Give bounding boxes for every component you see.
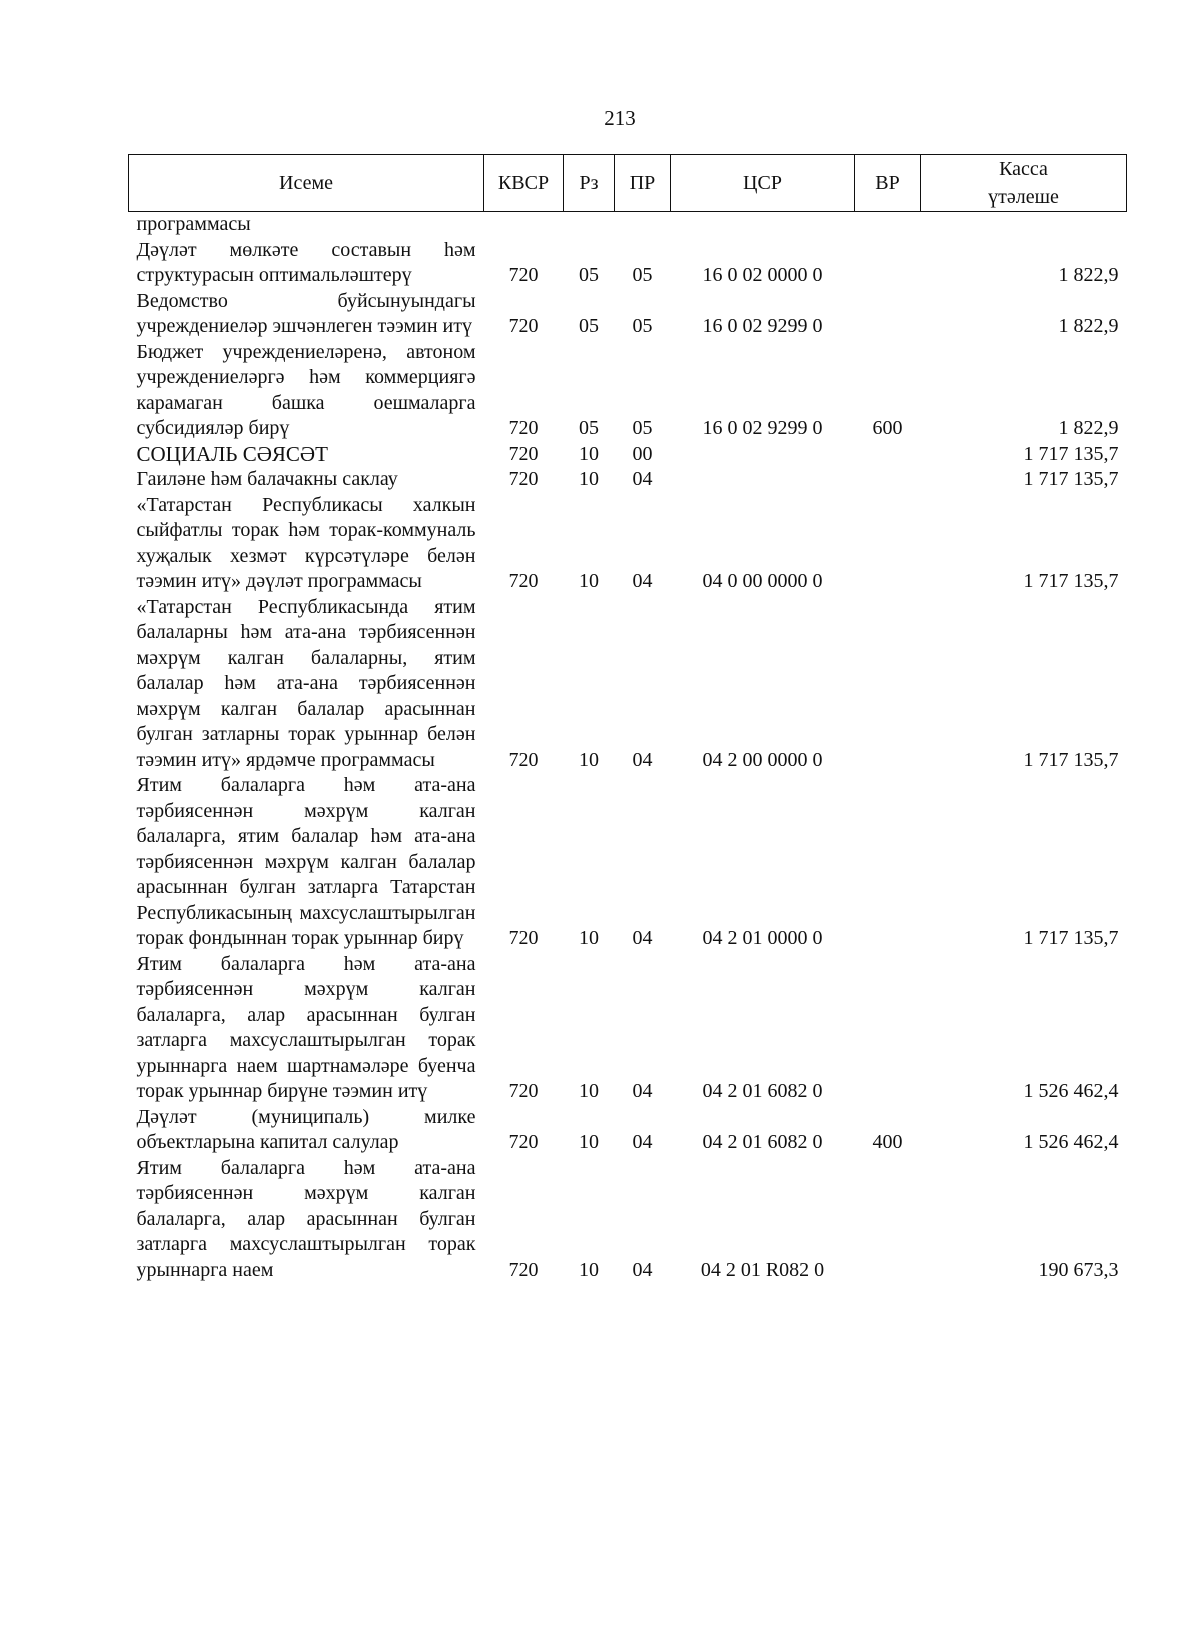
row-kvsr: 720 (508, 264, 539, 286)
table-row (129, 340, 1127, 442)
row-rz: 05 (579, 315, 599, 337)
row-rz: 05 (579, 417, 599, 439)
row-name: Дәүләт (муниципаль) милке объектларына капитал салулар (136, 1105, 476, 1153)
table-row (129, 1105, 1127, 1156)
row-csr (671, 442, 855, 468)
header-amount-line2: үтәлеше (988, 186, 1059, 208)
row-amount: 1 717 135,7 (1023, 927, 1119, 949)
row-name: Ятим балаларга һәм ата-ана тәрбиясеннән мәхрүм калган балаларга, алар арасыннан булган затларга махсуслаштырылган торак урыннарга наем шартнамәләре буенча торак урыннар бирүне тәэмин итү (136, 952, 476, 1102)
row-csr (671, 212, 855, 238)
row-name: Дәүләт мөлкәте составын һәм структурасын оптимальләштерү (136, 238, 476, 286)
row-vr (855, 289, 921, 340)
row-pr: 04 (632, 1131, 653, 1153)
row-rz: 10 (579, 442, 599, 465)
row-rz: 10 (579, 748, 599, 771)
table-row (129, 595, 1127, 774)
table-row (129, 773, 1127, 952)
row-kvsr (484, 212, 564, 238)
table-row (129, 442, 1127, 468)
row-kvsr: 720 (508, 1258, 539, 1281)
row-vr (855, 773, 921, 952)
row-name: Ятим балаларга һәм ата-ана тәрбиясеннән мәхрүм калган балаларга, ятим балалар һәм ата-ана тәрбиясеннән мәхрүм калган балалар арасыннан булган затларга Татарстан Республикасының махсуслаштырылган торак фондыннан торак урыннар бирү (136, 774, 476, 949)
row-vr (855, 442, 921, 468)
row-rz: 10 (579, 468, 599, 490)
row-amount (921, 212, 1127, 238)
row-rz: 05 (579, 264, 599, 286)
row-csr: 16 0 02 9299 0 (702, 315, 823, 337)
row-name: Ятим балаларга һәм ата-ана тәрбиясеннән мәхрүм калган балаларга, алар арасыннан булган затларга махсуслаштырылган торак урыннарга наем (136, 1156, 476, 1281)
row-vr (855, 212, 921, 238)
table-row (129, 493, 1127, 595)
row-name: программасы (136, 213, 251, 235)
row-pr: 04 (632, 570, 653, 592)
row-rz: 10 (579, 1080, 599, 1102)
row-kvsr: 720 (508, 468, 539, 490)
row-csr: 04 2 01 6082 0 (702, 1080, 823, 1102)
row-name: Ведомство буйсынуындагы учреждениеләр эшчәнлеген тәэмин итү (136, 289, 476, 337)
header-rz: Рз (564, 155, 615, 212)
row-vr (855, 1156, 921, 1284)
table-row (129, 952, 1127, 1105)
budget-table (128, 154, 1127, 1283)
row-rz: 10 (579, 927, 599, 949)
row-amount: 1 822,9 (1058, 315, 1119, 337)
row-pr: 04 (632, 468, 653, 490)
row-pr: 05 (632, 264, 653, 286)
row-amount: 1 717 135,7 (1023, 748, 1119, 771)
row-vr: 400 (872, 1131, 903, 1153)
table-row (129, 212, 1127, 238)
header-pr: ПР (615, 155, 671, 212)
row-name: «Татарстан Республикасында ятим балаларны һәм ата-ана тәрбиясеннән мәхрүм калган балаларны, ятим балалар һәм ата-ана тәрбиясеннән мәхрүм калган балалар арасыннан булган затларны торак урыннар белән тәэмин итү» ярдәмче программасы (136, 595, 476, 771)
header-kvsr: КВСР (484, 155, 564, 212)
header-name: Исеме (129, 155, 484, 212)
row-csr: 04 0 00 0000 0 (702, 570, 823, 592)
row-csr: 04 2 00 0000 0 (702, 748, 823, 771)
row-pr: 04 (632, 1258, 653, 1281)
row-kvsr: 720 (508, 442, 539, 465)
row-name: Бюджет учреждениеләренә, автоном учреждениеләргә һәм коммерциягә карамаган башка оешмаларга субсидияләр бирү (136, 340, 476, 439)
row-amount: 1 717 135,7 (1023, 570, 1119, 592)
row-amount: 1 717 135,7 (1023, 468, 1119, 490)
row-pr: 04 (632, 1080, 653, 1102)
row-vr (855, 595, 921, 774)
row-amount: 190 673,3 (1038, 1258, 1119, 1281)
header-vr: ВР (855, 155, 921, 212)
row-kvsr: 720 (508, 1080, 539, 1102)
row-vr (855, 238, 921, 289)
row-name: СОЦИАЛЬ СӘЯСӘТ (136, 441, 328, 466)
row-amount: 1 822,9 (1058, 264, 1119, 286)
row-pr: 00 (632, 442, 653, 465)
row-amount: 1 526 462,4 (1023, 1080, 1119, 1102)
row-amount: 1 717 135,7 (1023, 442, 1119, 465)
row-csr: 04 2 01 R082 0 (700, 1258, 825, 1281)
row-csr: 16 0 02 9299 0 (702, 417, 823, 439)
row-pr: 04 (632, 927, 653, 949)
row-rz: 10 (579, 570, 599, 592)
row-amount: 1 822,9 (1058, 417, 1119, 439)
table-header (129, 155, 1127, 212)
row-vr: 600 (872, 417, 903, 439)
row-rz: 10 (579, 1258, 599, 1281)
row-pr: 04 (632, 748, 653, 771)
page-number: 213 (604, 106, 636, 130)
row-kvsr: 720 (508, 417, 539, 439)
row-csr: 04 2 01 6082 0 (702, 1131, 823, 1153)
row-vr (855, 467, 921, 493)
row-amount: 1 526 462,4 (1023, 1131, 1119, 1153)
row-kvsr: 720 (508, 927, 539, 949)
row-pr (615, 212, 671, 238)
row-name: Гаиләне һәм балачакны саклау (136, 468, 398, 490)
row-vr (855, 493, 921, 595)
row-pr: 05 (632, 315, 653, 337)
table-row (129, 1156, 1127, 1284)
row-kvsr: 720 (508, 570, 539, 592)
row-csr: 16 0 02 0000 0 (702, 264, 823, 286)
header-csr: ЦСР (671, 155, 855, 212)
table-row (129, 289, 1127, 340)
header-amount-line1: Касса (999, 158, 1048, 180)
row-rz (564, 212, 615, 238)
row-csr: 04 2 01 0000 0 (702, 927, 823, 949)
row-name: «Татарстан Республикасы халкын сыйфатлы торак һәм торак-коммуналь хуҗалык хезмәт күрсәтүләре белән тәэмин итү» дәүләт программасы (136, 493, 476, 592)
row-kvsr: 720 (508, 748, 539, 771)
row-csr (671, 467, 855, 493)
row-pr: 05 (632, 417, 653, 439)
table-row (129, 238, 1127, 289)
table-row (129, 467, 1127, 493)
header-amount (921, 155, 1127, 212)
row-kvsr: 720 (508, 1131, 539, 1153)
row-vr (855, 952, 921, 1105)
row-rz: 10 (579, 1131, 599, 1153)
row-kvsr: 720 (508, 315, 539, 337)
